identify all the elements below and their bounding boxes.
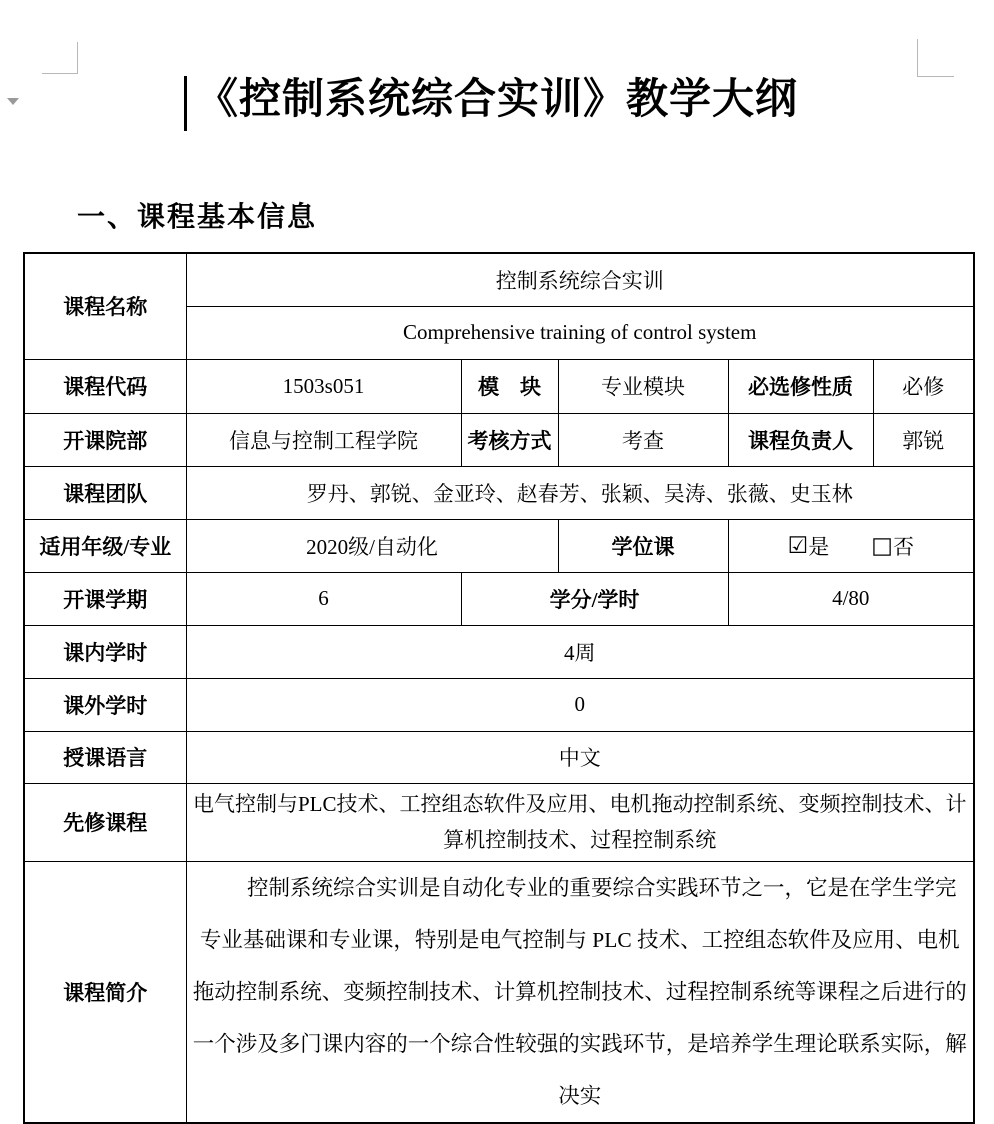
degree-course-label: 学位课 [558, 519, 728, 572]
page-margin-mark-top-left [42, 42, 78, 74]
assessment-value: 考查 [558, 413, 728, 466]
intro-label: 课程简介 [24, 861, 186, 1123]
out-class-hours-value: 0 [186, 678, 974, 731]
table-row [24, 253, 974, 306]
prerequisites-label: 先修课程 [24, 783, 186, 861]
course-name-zh: 控制系统综合实训 [186, 253, 974, 306]
course-code-value: 1503s051 [186, 359, 461, 413]
semester-label: 开课学期 [24, 572, 186, 625]
required-nature-label: 必选修性质 [728, 359, 873, 413]
credits-hours-value: 4/80 [728, 572, 974, 625]
course-name-en: Comprehensive training of control system [186, 306, 974, 359]
document-title: 《控制系统综合实训》教学大纲 [196, 77, 799, 123]
leader-label: 课程负责人 [728, 413, 873, 466]
language-value: 中文 [186, 731, 974, 783]
table-row [24, 731, 974, 783]
credits-hours-label: 学分/学时 [461, 572, 728, 625]
required-nature-value: 必修 [873, 359, 974, 413]
in-class-hours-label: 课内学时 [24, 625, 186, 678]
checkbox-no-label: 否 [892, 534, 914, 559]
assessment-label: 考核方式 [461, 413, 558, 466]
course-name-label: 课程名称 [24, 253, 186, 359]
table-row [24, 572, 974, 625]
course-basic-info-table [23, 252, 975, 1124]
intro-value: 控制系统综合实训是自动化专业的重要综合实践环节之一，它是在学生学完专业基础课和专业课，特别是电气控制与 PLC 技术、工控组态软件及应用、电机拖动控制系统、变频控制技术、计算机控制技术、过程控制系统等课程之后进行的一个涉及多门课内容的一个综合性较强的实践环节，是培养学生理论联系实际，解决实 [186, 861, 974, 1123]
course-code-label: 课程代码 [24, 359, 186, 413]
in-class-hours-value: 4周 [186, 625, 974, 678]
department-value: 信息与控制工程学院 [186, 413, 461, 466]
grade-major-value: 2020级/自动化 [186, 519, 558, 572]
out-class-hours-label: 课外学时 [24, 678, 186, 731]
semester-value: 6 [186, 572, 461, 625]
team-label: 课程团队 [24, 466, 186, 519]
table-row [24, 861, 974, 1123]
checkbox-no-unchecked-icon: □ [871, 532, 893, 559]
checkbox-yes-checked-icon: ☑ [787, 532, 809, 559]
section-heading-basic-info: 一、课程基本信息 [77, 201, 318, 232]
grade-major-label: 适用年级/专业 [24, 519, 186, 572]
page-margin-mark-top-right [917, 39, 954, 77]
table-row [24, 359, 974, 413]
title-change-bar [184, 76, 187, 131]
team-value: 罗丹、郭锐、金亚玲、赵春芳、张颖、吴涛、张薇、史玉林 [186, 466, 974, 519]
table-row [24, 783, 974, 861]
table-row [24, 466, 974, 519]
degree-course-options [728, 519, 974, 572]
department-label: 开课院部 [24, 413, 186, 466]
heading-collapse-arrow-icon[interactable] [7, 98, 19, 105]
checkbox-yes-label: 是 [808, 534, 830, 559]
language-label: 授课语言 [24, 731, 186, 783]
module-value: 专业模块 [558, 359, 728, 413]
module-label: 模 块 [461, 359, 558, 413]
table-row [24, 625, 974, 678]
prerequisites-value: 电气控制与PLC技术、工控组态软件及应用、电机拖动控制系统、变频控制技术、计算机控制技术、过程控制系统 [186, 783, 974, 861]
table-row [24, 519, 974, 572]
table-row [24, 413, 974, 466]
leader-value: 郭锐 [873, 413, 974, 466]
table-row [24, 678, 974, 731]
